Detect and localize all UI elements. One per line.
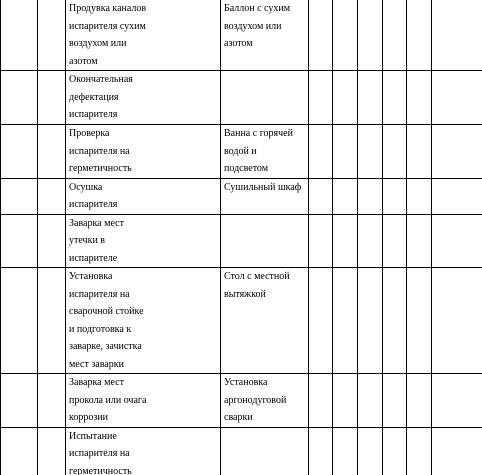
cell-empty [358, 71, 383, 125]
cell-empty [333, 427, 358, 475]
cell-empty [383, 0, 407, 71]
cell-empty [407, 71, 432, 125]
cell-index [38, 71, 66, 125]
cell-empty [309, 214, 333, 268]
cell-empty [432, 268, 482, 374]
operation-text: Испытание испарителя на герметичность [69, 430, 132, 475]
cell-empty [383, 214, 407, 268]
cell-number [1, 427, 38, 475]
cell-index [38, 374, 66, 428]
operation-text: Продувка каналов испарителя сухим воздухом или азотом [69, 3, 147, 67]
cell-number [1, 125, 38, 179]
cell-empty [383, 427, 407, 475]
cell-empty [432, 374, 482, 428]
cell-empty [407, 374, 432, 428]
equipment-text: Ванна с горячей водой и подсветом [224, 128, 293, 174]
cell-empty [432, 0, 482, 71]
cell-empty [383, 71, 407, 125]
cell-empty [407, 214, 432, 268]
cell-empty [407, 268, 432, 374]
cell-operation [66, 374, 221, 428]
cell-operation [66, 178, 221, 214]
cell-empty [309, 0, 333, 71]
cell-equipment [221, 71, 309, 125]
cell-index [38, 268, 66, 374]
cell-empty [333, 71, 358, 125]
cell-empty [432, 178, 482, 214]
cell-operation [66, 427, 221, 475]
cell-empty [309, 374, 333, 428]
cell-empty [333, 374, 358, 428]
cell-equipment [221, 268, 309, 374]
cell-empty [358, 374, 383, 428]
cell-equipment [221, 427, 309, 475]
cell-empty [333, 0, 358, 71]
cell-empty [358, 178, 383, 214]
cell-empty [432, 427, 482, 475]
cell-index [38, 214, 66, 268]
cell-empty [383, 178, 407, 214]
operation-text: Проверка испарителя на герметичность [69, 128, 132, 174]
cell-empty [407, 178, 432, 214]
cell-number [1, 374, 38, 428]
table-row [1, 214, 482, 268]
cell-number [1, 268, 38, 374]
cell-operation [66, 214, 221, 268]
cell-index [38, 427, 66, 475]
table-row [1, 374, 482, 428]
table-row [1, 427, 482, 475]
cell-empty [309, 71, 333, 125]
cell-equipment [221, 125, 309, 179]
cell-index [38, 125, 66, 179]
cell-empty [358, 0, 383, 71]
cell-empty [358, 268, 383, 374]
cell-empty [333, 178, 358, 214]
equipment-text: Установка аргонодуговой сварки [224, 377, 287, 423]
table-row [1, 71, 482, 125]
equipment-text: Стол с местной вытяжкой [224, 271, 290, 300]
cell-empty [432, 214, 482, 268]
table-row [1, 0, 482, 71]
cell-number [1, 178, 38, 214]
equipment-text: Сушильный шкаф [224, 181, 302, 193]
cell-empty [333, 214, 358, 268]
cell-empty [383, 374, 407, 428]
operation-text: Заварка мест прокола или очага коррозии [69, 377, 147, 423]
cell-empty [309, 268, 333, 374]
cell-empty [383, 268, 407, 374]
cell-empty [358, 214, 383, 268]
operation-text: Окончательная дефектация испарителя [69, 74, 133, 120]
cell-operation [66, 71, 221, 125]
cell-index [38, 178, 66, 214]
cell-empty [333, 125, 358, 179]
table-row [1, 125, 482, 179]
equipment-text: Баллон с сухим воздухом или азотом [224, 3, 291, 49]
cell-equipment [221, 374, 309, 428]
cell-equipment [221, 214, 309, 268]
cell-empty [383, 125, 407, 179]
operation-text: Заварка мест утечки в испарителе [69, 217, 124, 264]
cell-empty [358, 427, 383, 475]
cell-index [38, 0, 66, 71]
cell-equipment [221, 0, 309, 71]
cell-operation [66, 0, 221, 71]
cell-empty [309, 427, 333, 475]
cell-empty [407, 427, 432, 475]
cell-equipment [221, 178, 309, 214]
cell-empty [358, 125, 383, 179]
cell-empty [407, 125, 432, 179]
cell-operation [66, 268, 221, 374]
cell-number [1, 0, 38, 71]
cell-empty [407, 0, 432, 71]
table-row [1, 178, 482, 214]
cell-number [1, 214, 38, 268]
cell-empty [333, 268, 358, 374]
cell-empty [309, 125, 333, 179]
cell-empty [432, 71, 482, 125]
cell-empty [432, 125, 482, 179]
cell-number [1, 71, 38, 125]
operation-text: Установка испарителя на сварочной стойке и подготовка к заварке, зачистка мест заварки [69, 271, 144, 370]
table-row [1, 268, 482, 374]
cell-empty [309, 178, 333, 214]
operation-text: Осушка испарителя [69, 181, 118, 210]
cell-operation [66, 125, 221, 179]
